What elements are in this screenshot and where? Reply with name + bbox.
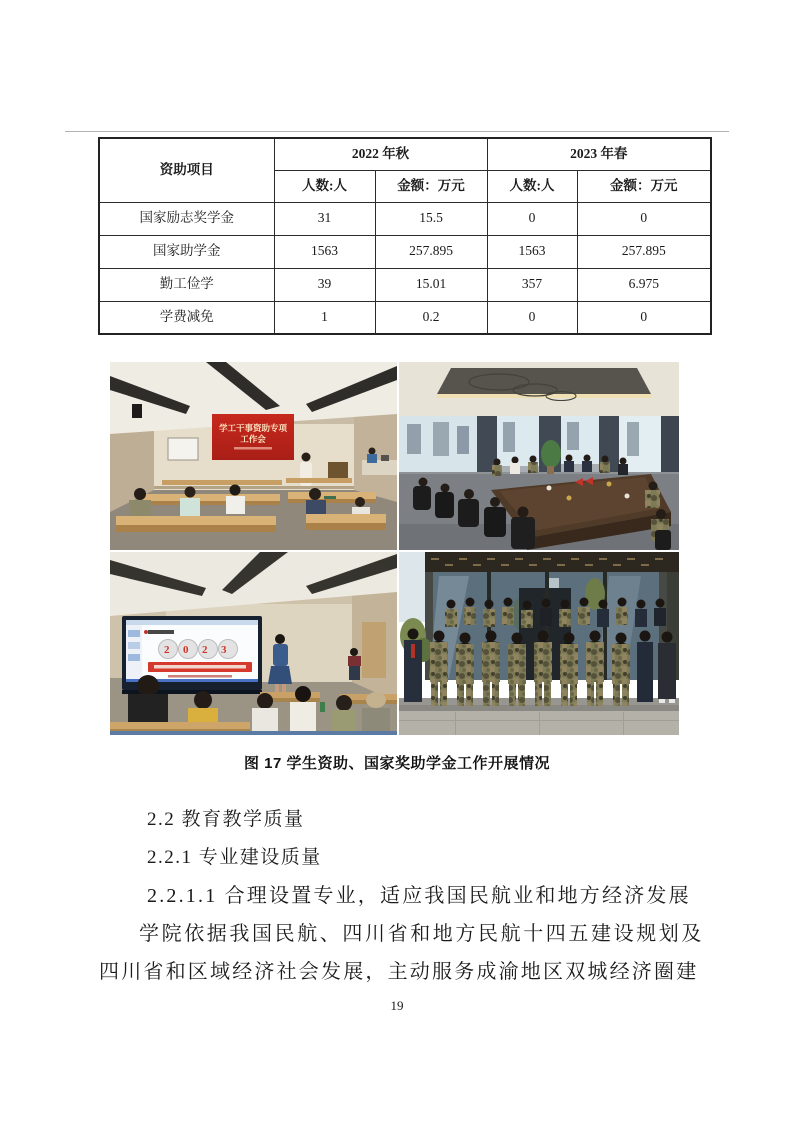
heading-2-2-1-1: 2.2.1.1 合理设置专业，适应我国民航业和地方经济发展 [147, 885, 691, 907]
heading-2-2-1: 2.2.1 专业建设质量 [147, 847, 322, 868]
table-cell: 357 [487, 268, 577, 301]
table-cell: 0 [487, 301, 577, 334]
table-cell: 31 [274, 202, 375, 235]
table-cell-project: 勤工俭学 [99, 268, 274, 301]
table-cell-project: 学费减免 [99, 301, 274, 334]
table-cell: 0.2 [375, 301, 487, 334]
photo-policy-presentation [110, 552, 397, 735]
table-cell: 0 [577, 301, 711, 334]
table-subheader: 人数:人 [487, 170, 577, 202]
table-header-row-1 [99, 138, 711, 170]
table-header-2023: 2023 年春 [487, 138, 711, 170]
table-row [99, 202, 711, 235]
table-subheader: 人数:人 [274, 170, 375, 202]
figure-photo-grid [110, 362, 679, 735]
slide-year-text: 2023 [164, 644, 240, 656]
table-cell: 257.895 [577, 235, 711, 268]
photo-group-camouflage [399, 552, 679, 735]
table-cell: 0 [577, 202, 711, 235]
table-row [99, 268, 711, 301]
red-screen-title: 学工干事资助专项 [218, 423, 288, 433]
table-row [99, 235, 711, 268]
body-text [99, 801, 713, 991]
table-cell: 15.5 [375, 202, 487, 235]
table-cell: 1563 [487, 235, 577, 268]
table-subheader: 金额：万元 [577, 170, 711, 202]
table-header-2022: 2022 年秋 [274, 138, 487, 170]
table-cell: 1 [274, 301, 375, 334]
table-cell-project: 国家励志奖学金 [99, 202, 274, 235]
table-cell: 257.895 [375, 235, 487, 268]
photo-conference-meeting [399, 362, 679, 550]
figure-caption: 图 17 学生资助、国家奖助学金工作开展情况 [243, 755, 551, 772]
paragraph-line-2: 四川省和区域经济社会发展，主动服务成渝地区双城经济圈建 [99, 961, 699, 983]
funding-table [98, 137, 712, 335]
table-cell: 0 [487, 202, 577, 235]
table-cell-project: 国家助学金 [99, 235, 274, 268]
table-cell: 39 [274, 268, 375, 301]
photo-award-work-meeting [110, 362, 397, 550]
table-cell: 6.975 [577, 268, 711, 301]
table-row [99, 301, 711, 334]
table-header-project: 资助项目 [99, 138, 274, 202]
table-cell: 1563 [274, 235, 375, 268]
table-cell: 15.01 [375, 268, 487, 301]
header-rule [65, 131, 729, 132]
heading-2-2: 2.2 教育教学质量 [147, 809, 305, 830]
paragraph-line-1: 学院依据我国民航、四川省和地方民航十四五建设规划及 [139, 923, 704, 945]
red-screen-subtitle: 工作会 [240, 434, 266, 444]
page-number: 19 [390, 998, 404, 1013]
table-subheader: 金额：万元 [375, 170, 487, 202]
